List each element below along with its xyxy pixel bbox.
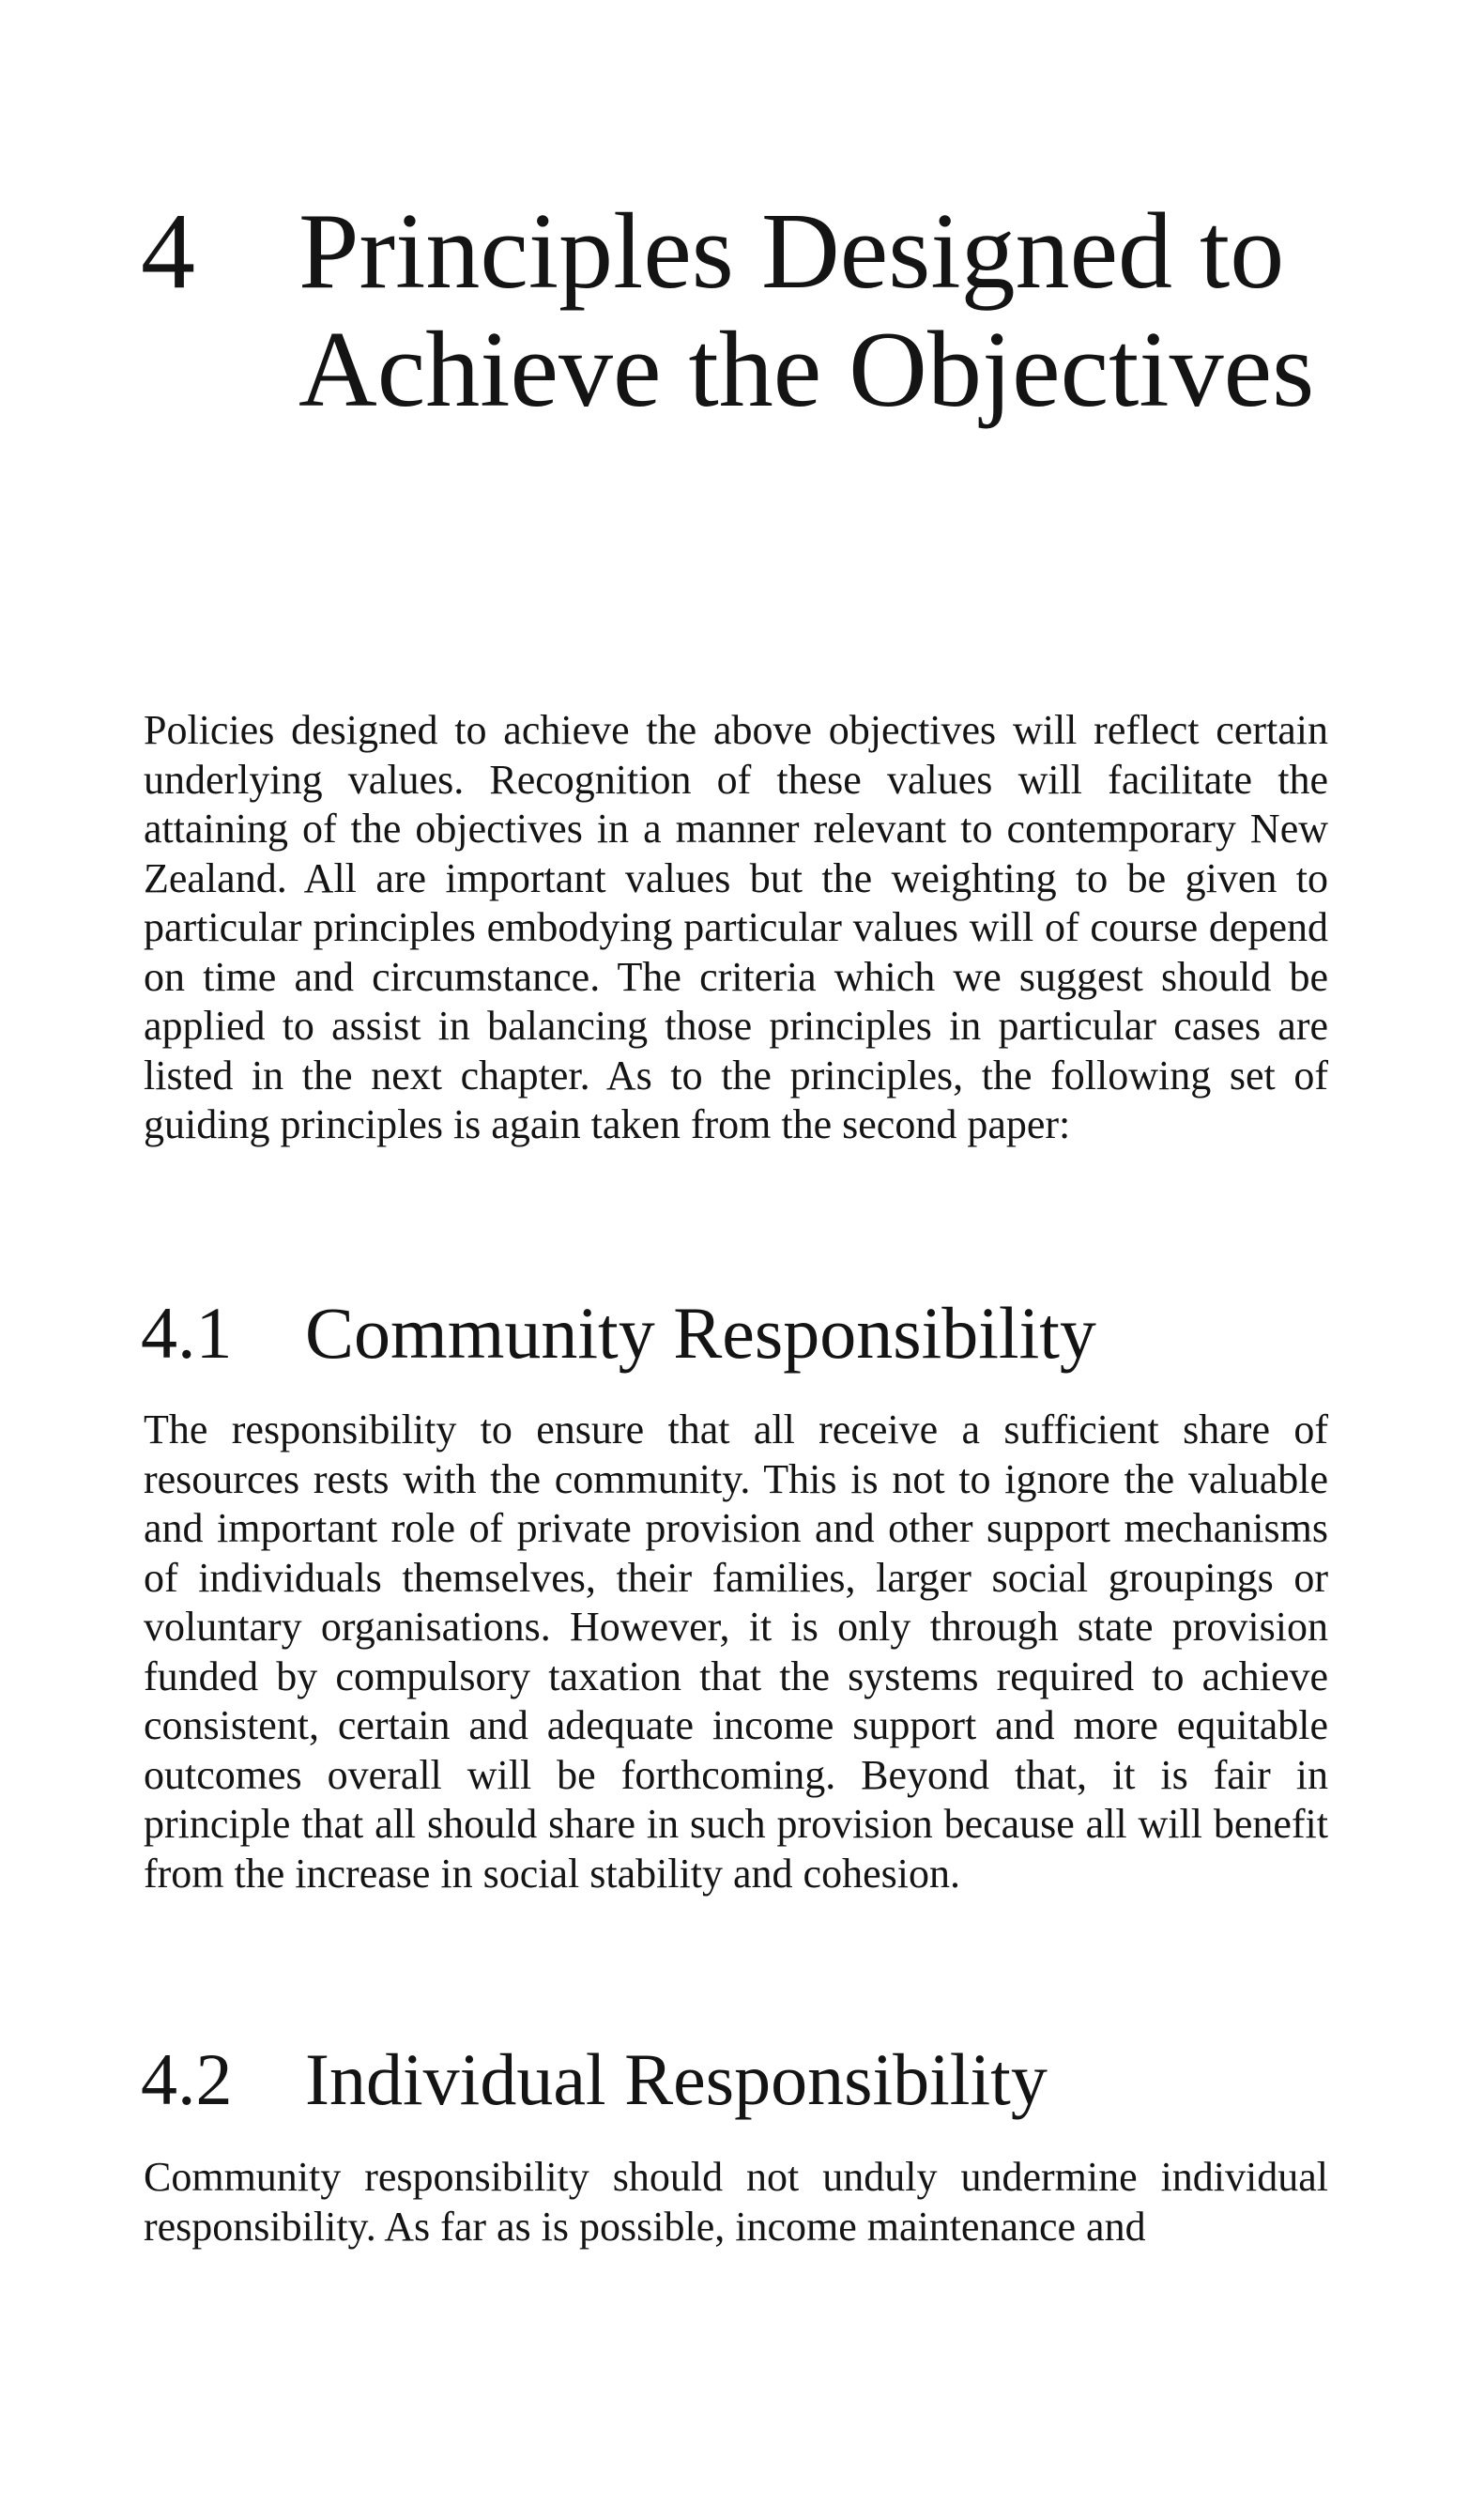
section-title: Community Responsibility xyxy=(305,1292,1096,1374)
section-paragraph-4-2: Community responsibility should not unduly undermine individual responsibility. As far as is possible, income maintenance and xyxy=(144,2154,1328,2250)
section-paragraph-4-1: The responsibility to ensure that all receive a sufficient share of resources rests with the community. This is not to ignore the valuable and important role of private provision and other support mechanisms of individuals themselves, their families, larger social groupings or voluntary organisations. However, it is only through state provision funded by compulsory taxation that the systems required to achieve consistent, certain and adequate income support and more equitable outcomes overall will be forthcoming. Beyond that, it is fair in principle that all should share in such provision because all will benefit from the increase in social stability and cohesion. xyxy=(144,1406,1328,1897)
chapter-title: Principles Designed to Achieve the Objectives xyxy=(298,192,1315,430)
chapter-number: 4 xyxy=(141,192,195,312)
section-title: Individual Responsibility xyxy=(305,2038,1048,2120)
section-number: 4.1 xyxy=(141,1292,233,1374)
intro-paragraph: Policies designed to achieve the above objectives will reflect certain underlying values. Recognition of these values will facilitate the attaining of the objectives in a manner relevant to contemporary New Zealand. All are important values but the weighting to be given to particular principles embodying particular values will of course depend on time and circumstance. The criteria which we suggest should be applied to assist in balancing those principles in particular cases are listed in the next chapter. As to the principles, the following set of guiding principles is again taken from the second paper: xyxy=(144,707,1328,1147)
section-number: 4.2 xyxy=(141,2038,233,2120)
